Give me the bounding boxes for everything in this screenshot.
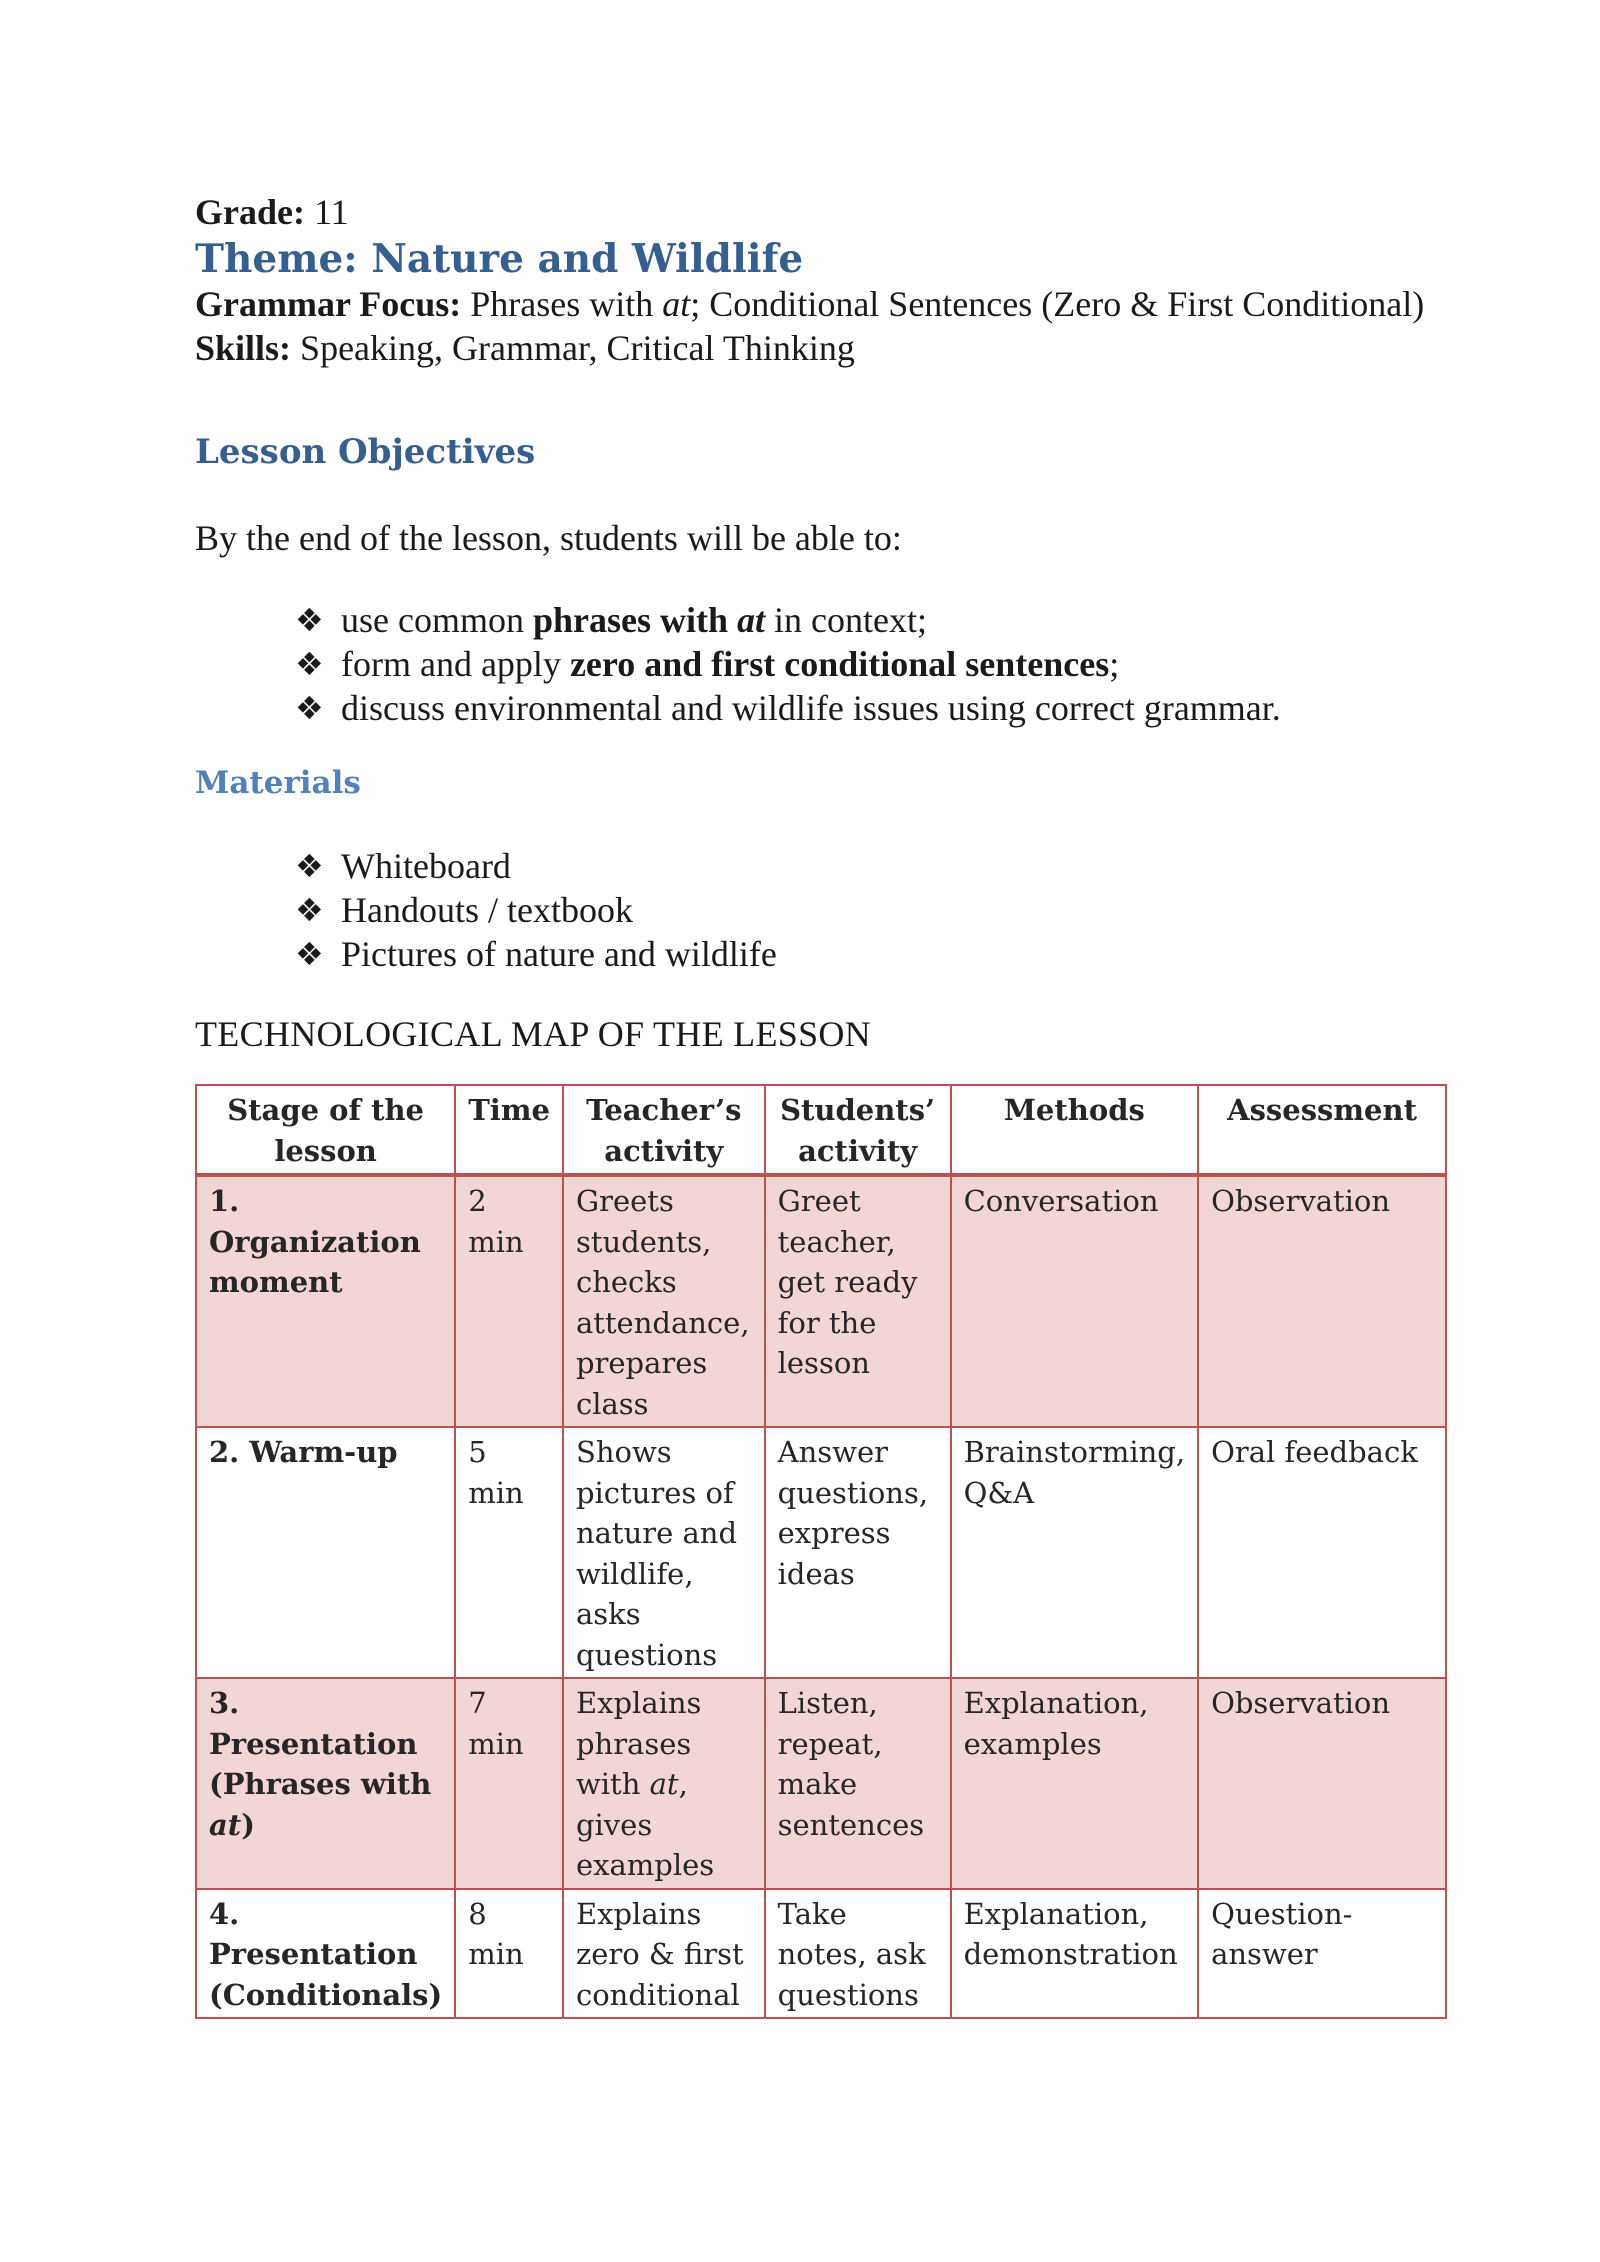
column-header: Methods bbox=[951, 1085, 1199, 1175]
column-header: Stage of the lesson bbox=[196, 1085, 455, 1175]
grammar-text-2: ; Conditional Sentences (Zero & First Conditional) bbox=[690, 284, 1425, 324]
teacher-cell: Shows pictures of nature and wildlife, asks questions bbox=[563, 1427, 765, 1678]
teacher-text: , gives examples bbox=[575, 1767, 715, 1882]
students-cell: Answer questions, express ideas bbox=[765, 1427, 951, 1678]
grade-value: 11 bbox=[304, 192, 349, 232]
teacher-text: Explains phrases with bbox=[575, 1686, 702, 1801]
skills-label: Skills: bbox=[195, 328, 292, 368]
table-row bbox=[196, 1889, 1446, 2019]
materials-heading: Materials bbox=[195, 765, 361, 801]
column-header: Students’ activity bbox=[765, 1085, 951, 1175]
stage-text: 3. Presentation (Phrases with bbox=[209, 1686, 432, 1801]
table-row bbox=[196, 1175, 1446, 1427]
material-text: Handouts / textbook bbox=[341, 890, 633, 930]
diamond-bullet-icon: ❖ bbox=[295, 891, 324, 929]
students-cell: Listen, repeat, make sentences bbox=[765, 1678, 951, 1889]
column-header: Teacher’s activity bbox=[563, 1085, 765, 1175]
assessment-cell: Observation bbox=[1198, 1678, 1446, 1889]
teacher-cell: Explains zero & first conditional bbox=[563, 1889, 765, 2019]
teacher-cell bbox=[563, 1678, 765, 1889]
methods-cell: Explanation, examples bbox=[951, 1678, 1199, 1889]
column-header: Time bbox=[455, 1085, 563, 1175]
objectives-intro: By the end of the lesson, students will be able to: bbox=[195, 518, 902, 558]
stage-at: at bbox=[209, 1807, 242, 1842]
objective-text: discuss environmental and wildlife issues using correct grammar. bbox=[341, 688, 1281, 728]
skills-value: Speaking, Grammar, Critical Thinking bbox=[291, 328, 855, 368]
document-page bbox=[195, 190, 1445, 2019]
column-header: Assessment bbox=[1198, 1085, 1446, 1175]
objective-text: form and apply bbox=[341, 644, 570, 684]
lesson-map-table bbox=[195, 1084, 1447, 2019]
skills-line bbox=[195, 326, 1445, 370]
objective-text: use common bbox=[341, 600, 533, 640]
diamond-bullet-icon: ❖ bbox=[295, 689, 324, 727]
stage-cell: 2. Warm-up bbox=[196, 1427, 455, 1678]
methods-cell: Conversation bbox=[951, 1175, 1199, 1427]
students-cell: Take notes, ask questions bbox=[765, 1889, 951, 2019]
grammar-focus-line bbox=[195, 282, 1445, 326]
objective-bold-italic: at bbox=[737, 600, 766, 640]
material-item bbox=[295, 888, 1445, 932]
stage-cell: 4. Presentation (Conditionals) bbox=[196, 1889, 455, 2019]
table-row bbox=[196, 1427, 1446, 1678]
grammar-at: at bbox=[662, 284, 691, 324]
methods-cell: Explanation, demonstration bbox=[951, 1889, 1199, 2019]
material-text: Pictures of nature and wildlife bbox=[341, 934, 777, 974]
objective-item bbox=[295, 642, 1445, 686]
time-cell: 2 min bbox=[455, 1175, 563, 1427]
students-cell: Greet teacher, get ready for the lesson bbox=[765, 1175, 951, 1427]
time-cell: 7 min bbox=[455, 1678, 563, 1889]
methods-cell: Brainstorming, Q&A bbox=[951, 1427, 1199, 1678]
objective-text: ; bbox=[1109, 644, 1120, 684]
material-item bbox=[295, 844, 1445, 888]
table-header-row bbox=[196, 1085, 1446, 1175]
teacher-at: at bbox=[649, 1767, 679, 1801]
diamond-bullet-icon: ❖ bbox=[295, 645, 324, 683]
assessment-cell: Oral feedback bbox=[1198, 1427, 1446, 1678]
table-row bbox=[196, 1678, 1446, 1889]
stage-cell bbox=[196, 1678, 455, 1889]
objective-item bbox=[295, 686, 1445, 730]
material-item bbox=[295, 932, 1445, 976]
time-cell: 5 min bbox=[455, 1427, 563, 1678]
objective-text: in context; bbox=[765, 600, 927, 640]
objectives-list bbox=[195, 598, 1445, 730]
stage-text: ) bbox=[241, 1807, 255, 1842]
teacher-cell: Greets students, checks attendance, prepares class bbox=[563, 1175, 765, 1427]
assessment-cell: Observation bbox=[1198, 1175, 1446, 1427]
material-text: Whiteboard bbox=[341, 846, 511, 886]
objective-bold: zero and first conditional sentences bbox=[569, 644, 1110, 684]
objective-bold: phrases with bbox=[532, 600, 738, 640]
diamond-bullet-icon: ❖ bbox=[295, 935, 324, 973]
lesson-map-title: TECHNOLOGICAL MAP OF THE LESSON bbox=[195, 1014, 871, 1054]
objectives-heading: Lesson Objectives bbox=[195, 432, 536, 472]
assessment-cell: Question-answer bbox=[1198, 1889, 1446, 2019]
diamond-bullet-icon: ❖ bbox=[295, 847, 324, 885]
grammar-text-1: Phrases with bbox=[461, 284, 663, 324]
time-cell: 8 min bbox=[455, 1889, 563, 2019]
grade-line bbox=[195, 190, 1445, 234]
stage-cell: 1. Organization moment bbox=[196, 1175, 455, 1427]
materials-list bbox=[195, 844, 1445, 976]
grade-label: Grade: bbox=[195, 192, 305, 232]
diamond-bullet-icon: ❖ bbox=[295, 601, 324, 639]
grammar-focus-label: Grammar Focus: bbox=[195, 284, 462, 324]
theme-title: Theme: Nature and Wildlife bbox=[195, 236, 804, 282]
objective-item bbox=[295, 598, 1445, 642]
